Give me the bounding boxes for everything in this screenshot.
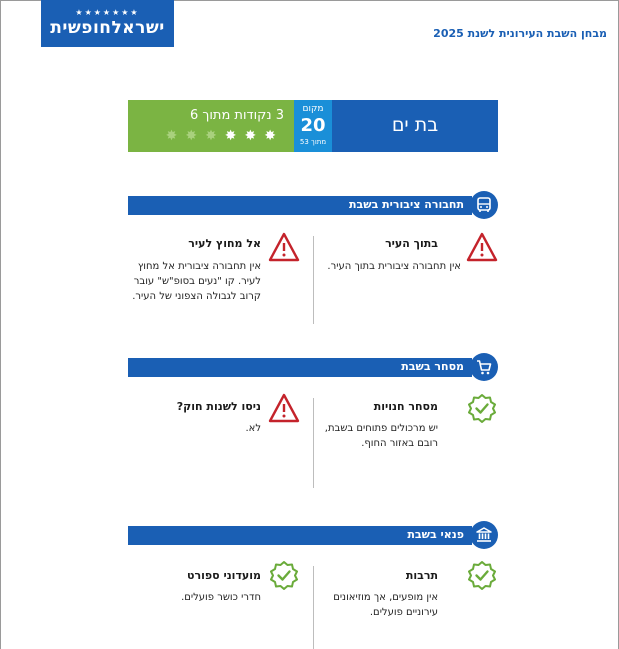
item-title: בתוך העיר xyxy=(385,237,438,250)
item-text: אין תחבורה ציבורית בתוך העיר. xyxy=(327,261,461,272)
bus-icon xyxy=(470,191,498,219)
cart-icon xyxy=(470,353,498,381)
logo-stars: ★★★★★★★ xyxy=(75,8,140,17)
warning-icon xyxy=(466,232,498,262)
section-divider xyxy=(313,236,314,324)
item-text: אין תחבורה ציבורית אל מחוץ לעיר. קו "נעים בסופ"ש" עובר קרוב לגבולה הצפוני של העיר. xyxy=(132,261,261,302)
section-bar-commerce xyxy=(128,358,472,377)
star-filled-icon: ✸ xyxy=(244,128,265,144)
item-title: תרבות xyxy=(405,569,438,582)
check-badge-icon xyxy=(466,560,498,590)
city-box xyxy=(332,100,498,152)
section-title: מסחר בשבת xyxy=(401,360,464,373)
warning-icon xyxy=(268,393,300,423)
section-title: פנאי בשבת xyxy=(407,528,464,541)
star-empty-icon: ✸ xyxy=(205,128,225,144)
item-text: לא. xyxy=(245,423,261,434)
section-bar-transport xyxy=(128,196,472,215)
section-divider xyxy=(313,566,314,649)
item-text: יש מרכולים פתוחים בשבת, רובם באזור החוף. xyxy=(324,423,438,449)
star-filled-icon: ✸ xyxy=(224,128,245,144)
page-title: מבחן השבת העירונית לשנת 2025 xyxy=(433,27,607,40)
rank-label: מקום xyxy=(302,104,324,114)
section-divider xyxy=(313,398,314,488)
city-name: בת ים xyxy=(391,114,439,136)
section-bar-leisure xyxy=(128,526,472,545)
museum-icon xyxy=(470,521,498,549)
check-badge-icon xyxy=(466,393,498,423)
star-empty-icon: ✸ xyxy=(185,128,206,144)
item-title: מועדוני ספורט xyxy=(187,569,261,582)
score-stars xyxy=(166,128,284,144)
logo xyxy=(41,0,174,47)
rank-number: 20 xyxy=(300,115,326,136)
score-box xyxy=(128,100,294,152)
logo-text: ישראלחופשית xyxy=(50,18,165,38)
city-summary-bar xyxy=(128,100,498,152)
star-filled-icon: ✸ xyxy=(264,128,284,144)
rank-of: מתוך 53 xyxy=(299,138,327,146)
check-badge-icon xyxy=(268,560,300,590)
item-text: חדרי כושר פועלים. xyxy=(181,592,261,603)
star-empty-icon: ✸ xyxy=(165,128,186,144)
item-text: אין מופעים, אך מוזיאונים עירוניים פועלים. xyxy=(333,592,438,618)
score-text: 3 נקודות מתוך 6 xyxy=(189,108,284,123)
rank-box xyxy=(294,100,332,152)
item-title: ניסו לשנות חוק? xyxy=(176,400,261,413)
item-title: מסחר חנויות xyxy=(373,400,438,413)
warning-icon xyxy=(268,232,300,262)
section-title: תחבורה ציבורית בשבת xyxy=(349,198,464,211)
item-title: אל מחוץ לעיר xyxy=(188,237,261,250)
